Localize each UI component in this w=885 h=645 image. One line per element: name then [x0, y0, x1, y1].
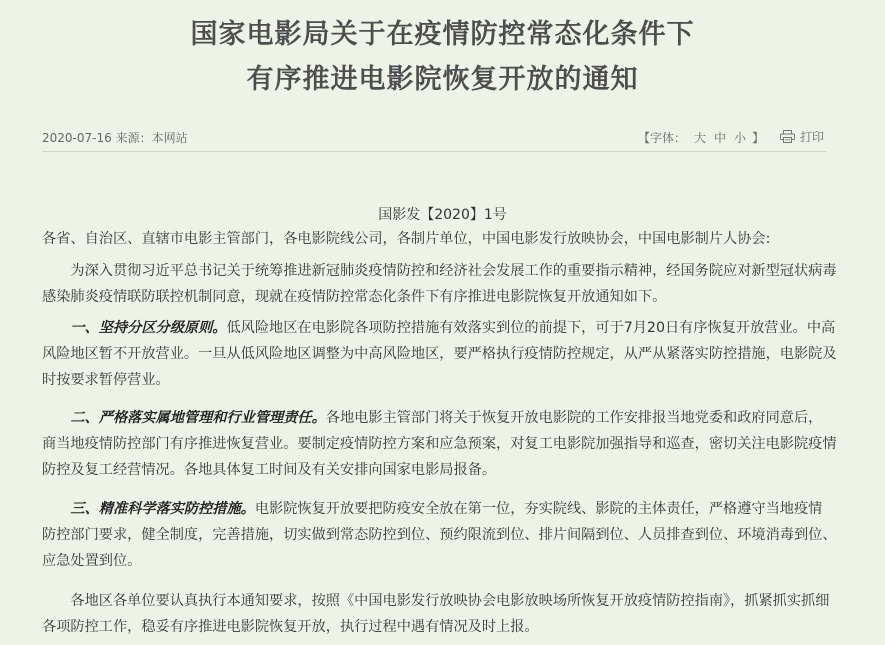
- intro-line-1: 为深入贯彻习近平总书记关于统筹推进新冠肺炎疫情防控和经济社会发展工作的重要指示精神，经国务院应对新型冠状病毒: [42, 263, 837, 279]
- header-divider: [42, 151, 826, 152]
- font-size-label: 【字体：: [638, 131, 687, 145]
- section-2-heading: 二、严格落实属地管理和行业管理责任。: [42, 410, 326, 426]
- closing-paragraph: [42, 588, 842, 640]
- section-1-line-3: 时按要求暂停营业。: [42, 372, 170, 388]
- section-2-line-1: [42, 405, 842, 431]
- section-2-line-2: 商当地疫情防控部门有序推进恢复营业。要制定疫情防控方案和应急预案，对复工电影院加强指导和巡查，密切关注电影院疫情: [42, 436, 837, 452]
- intro-line-2: 感染肺炎疫情联防联控机制同意，现就在疫情防控常态化条件下有序推进电影院恢复开放通知如下。: [42, 289, 667, 305]
- article-title-line-1: 国家电影局关于在疫情防控常态化条件下: [190, 19, 695, 50]
- font-size-large-button[interactable]: 大: [694, 131, 707, 145]
- section-1-text-1: 低风险地区在电影院各项防控措施有效落实到位的前提下，可于7月20日有序恢复开放营业。中高: [226, 320, 836, 336]
- section-3-heading: 三、精准科学落实防控措施。: [42, 501, 255, 517]
- publish-date: 2020-07-16: [42, 131, 112, 145]
- intro-paragraph: [42, 258, 842, 310]
- addressee-line: 各省、自治区、直辖市电影主管部门，各电影院线公司，各制片单位，中国电影发行放映协会，中国电影制片人协会:: [42, 231, 771, 247]
- section-2-line-3: 防控及复工经营情况。各地具体复工时间及有关安排向国家电影局报备。: [42, 462, 497, 478]
- printer-icon: [780, 130, 795, 143]
- font-size-close-bracket: 】: [752, 131, 765, 145]
- print-button[interactable]: [780, 128, 824, 145]
- section-1-line-2: 风险地区暂不开放营业。一旦从低风险地区调整为中高风险地区，要严格执行疫情防控规定，从严从紧落实防控措施，电影院及: [42, 346, 837, 362]
- section-3-paragraph: [42, 496, 842, 574]
- section-1-line-1: [42, 315, 842, 341]
- section-1-paragraph: [42, 315, 842, 393]
- addressee-paragraph: [42, 226, 842, 252]
- section-2-paragraph: [42, 405, 842, 483]
- closing-line-1: 各地区各单位要认真执行本通知要求，按照《中国电影发行放映协会电影放映场所恢复开放疫情防控指南》，抓紧抓实抓细: [42, 593, 830, 609]
- font-size-selector: [638, 129, 764, 146]
- article-title-line-2: 有序推进电影院恢复开放的通知: [246, 64, 639, 95]
- section-3-line-1: [42, 496, 842, 522]
- closing-line-2: 各项防控工作，稳妥有序推进电影院恢复开放，执行过程中遇有情况及时上报。: [42, 619, 539, 635]
- font-size-medium-button[interactable]: 中: [714, 131, 727, 145]
- section-3-line-3: 应急处置到位。: [42, 553, 142, 569]
- section-3-line-2: 防控部门要求，健全制度，完善措施，切实做到常态防控到位、预约限流到位、排片间隔到位、人员排查到位、环境消毒到位、: [42, 527, 837, 543]
- section-2-text-1: 各地电影主管部门将关于恢复开放电影院的工作安排报当地党委和政府同意后，: [325, 410, 823, 426]
- section-1-heading: 一、坚持分区分级原则。: [42, 320, 227, 336]
- article-source: 来源：本网站: [115, 131, 188, 145]
- section-3-text-1: 电影院恢复开放要把防疫安全放在第一位，夯实院线、影院的主体责任，严格遵守当地疫情: [254, 501, 823, 517]
- article-meta: [42, 129, 188, 146]
- font-size-small-button[interactable]: 小: [734, 131, 747, 145]
- document-number: 国影发【2020】1号: [378, 207, 507, 223]
- print-label: 打印: [800, 130, 825, 144]
